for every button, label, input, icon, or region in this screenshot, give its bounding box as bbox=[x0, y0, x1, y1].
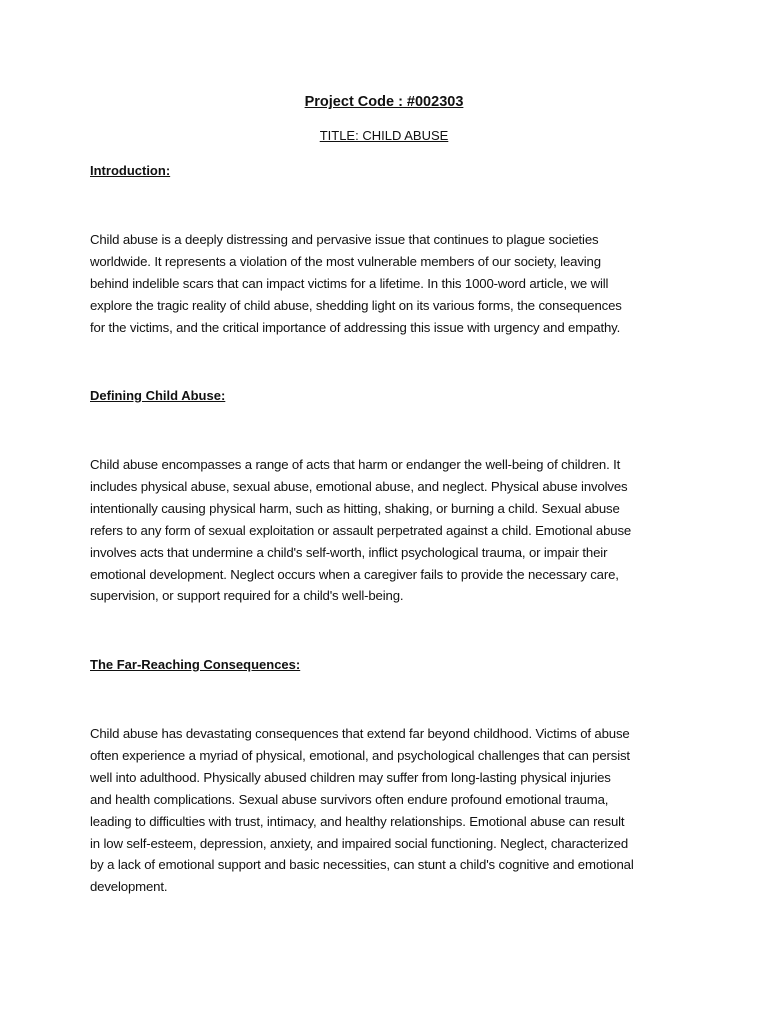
section-paragraph-defining bbox=[90, 454, 690, 607]
paragraph-line: explore the tragic reality of child abuse, shedding light on its various forms, the consequences bbox=[90, 297, 622, 313]
paragraph-line: involves acts that undermine a child's self-worth, inflict psychological trauma, or impair their bbox=[90, 544, 608, 560]
paragraph-line: behind indelible scars that can impact victims for a lifetime. In this 1000-word article, we will bbox=[90, 275, 609, 291]
paragraph-line: by a lack of emotional support and basic necessities, can stunt a child's cognitive and emotional bbox=[90, 857, 634, 873]
paragraph-line: Child abuse has devastating consequences that extend far beyond childhood. Victims of abuse bbox=[90, 726, 630, 741]
paragraph-line: well into adulthood. Physically abused children may suffer from long-lasting physical injuries bbox=[90, 769, 611, 785]
paragraph-line: supervision, or support required for a child's well-being. bbox=[90, 588, 404, 604]
paragraph-line: and health complications. Sexual abuse survivors often endure profound emotional trauma, bbox=[90, 791, 609, 807]
section-heading-defining: Defining Child Abuse: bbox=[90, 388, 226, 403]
paragraph-line: Child abuse is a deeply distressing and pervasive issue that continues to plague societies bbox=[90, 232, 599, 247]
paragraph-line: emotional development. Neglect occurs when a caregiver fails to provide the necessary care, bbox=[90, 566, 619, 582]
paragraph-line: in low self-esteem, depression, anxiety, and impaired social functioning. Neglect, characterized bbox=[90, 835, 629, 851]
section-heading-consequences: The Far-Reaching Consequences: bbox=[90, 657, 301, 672]
paragraph-line: includes physical abuse, sexual abuse, emotional abuse, and neglect. Physical abuse involves bbox=[90, 478, 628, 494]
paragraph-line: development. bbox=[90, 879, 168, 895]
section-paragraph-consequences bbox=[90, 723, 690, 898]
paragraph-line: leading to difficulties with trust, intimacy, and healthy relationships. Emotional abuse can result bbox=[90, 813, 625, 829]
paragraph-line: for the victims, and the critical importance of addressing this issue with urgency and empathy. bbox=[90, 319, 621, 335]
paragraph-line: refers to any form of sexual exploitation or assault perpetrated against a child. Emotional abuse bbox=[90, 522, 632, 538]
paragraph-line: Child abuse encompasses a range of acts that harm or endanger the well-being of children. It bbox=[90, 457, 621, 472]
paragraph-line: often experience a myriad of physical, emotional, and psychological challenges that can persist bbox=[90, 747, 630, 763]
project-code: Project Code : #002303 bbox=[304, 94, 464, 110]
paragraph-line: worldwide. It represents a violation of the most vulnerable members of our society, leaving bbox=[90, 253, 601, 269]
section-heading-introduction: Introduction: bbox=[90, 163, 171, 178]
section-paragraph-introduction bbox=[90, 229, 690, 339]
paragraph-line: intentionally causing physical harm, such as hitting, shaking, or burning a child. Sexual abuse bbox=[90, 500, 620, 516]
document-title: TITLE: CHILD ABUSE bbox=[319, 128, 449, 143]
